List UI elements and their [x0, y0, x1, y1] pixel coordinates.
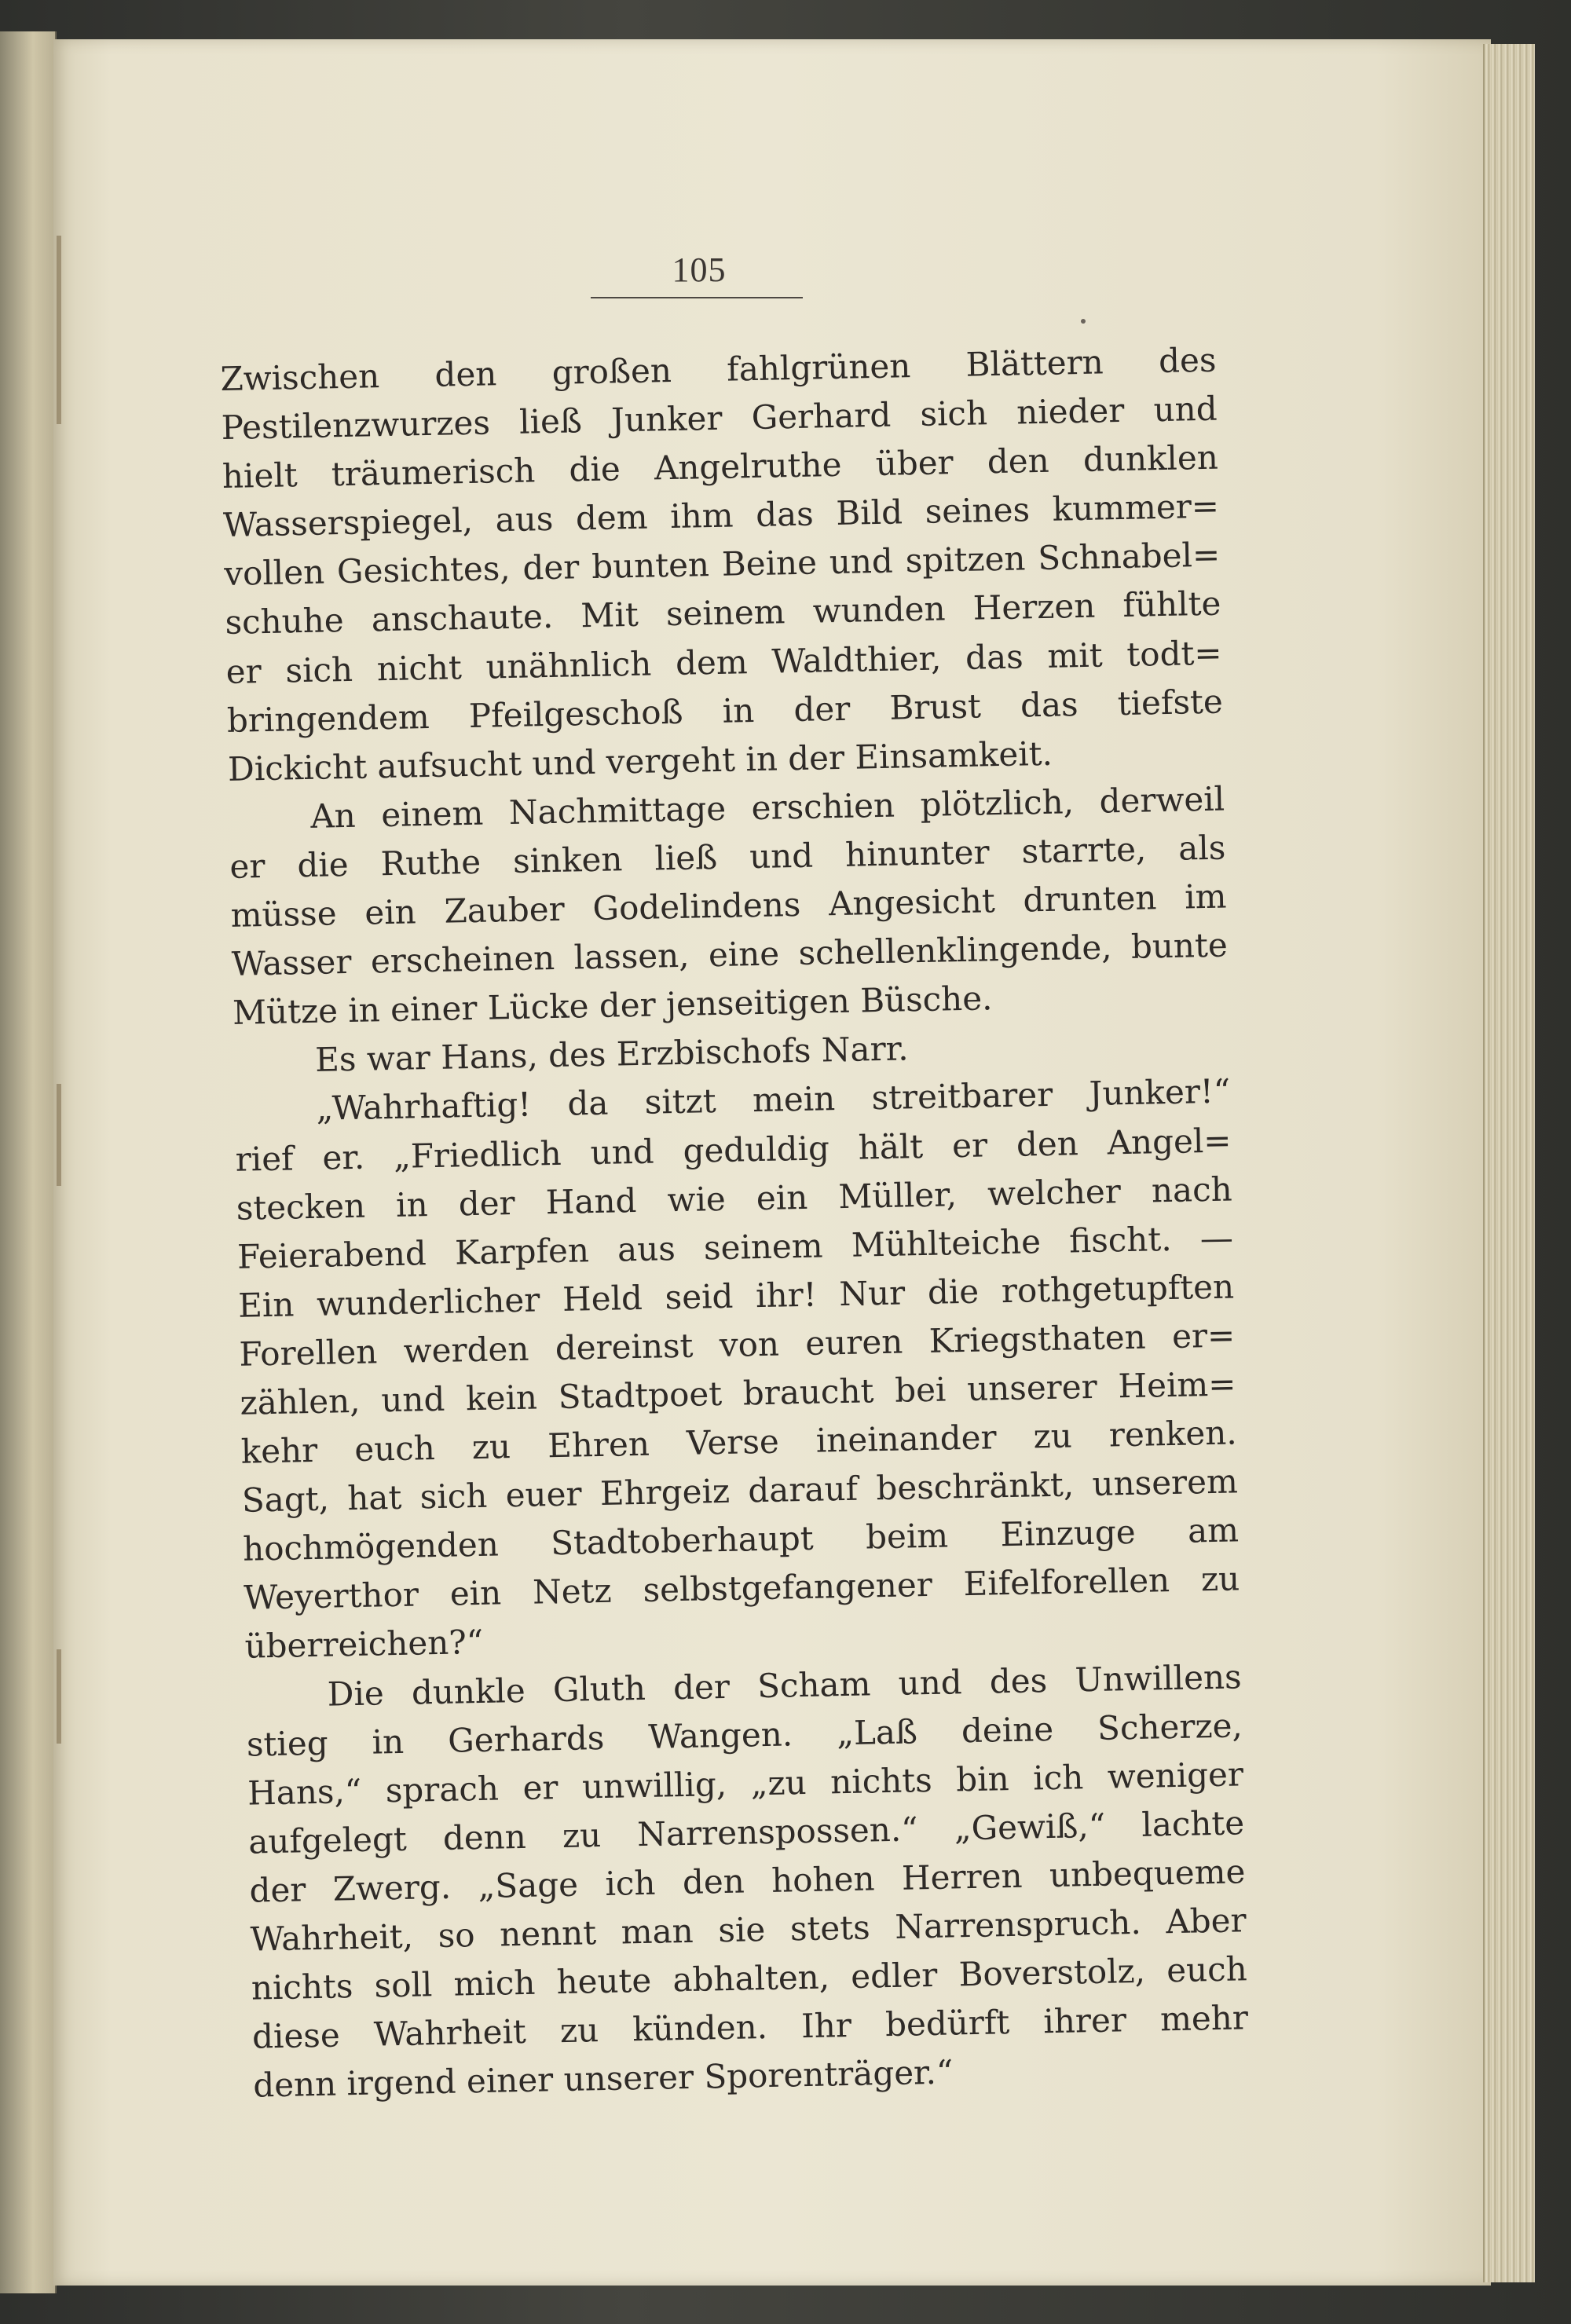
text-line: denn irgend einer unserer Sporenträger.“	[252, 2052, 954, 2105]
text-line: Feierabend Karpfen aus seinem Mühlteiche fischt. —	[236, 1218, 1234, 1276]
text-line: stieg in Gerhards Wangen. „Laß deine Scherze,	[246, 1705, 1243, 1764]
text-line: hochmögenden Stadtoberhaupt beim Einzuge am	[242, 1510, 1240, 1568]
text-line: Wasser erscheinen lassen, eine schellenklingende, bunte	[231, 925, 1229, 983]
binding-mark	[57, 236, 61, 424]
text-line: Forellen werden dereinst von euren Kriegsthaten er=	[238, 1316, 1236, 1374]
text-line: Wasserspiegel, aus dem ihm das Bild seines kummer=	[222, 486, 1220, 545]
text-line: Hans,“ sprach er unwillig, „zu nichts bin ich weniger	[247, 1755, 1244, 1813]
text-line: müsse ein Zauber Godelindens Angesicht drunten im	[230, 877, 1227, 935]
text-line: hielt träumerisch die Angelruthe über den dunklen	[222, 437, 1219, 496]
text-line: „Wahrhaftig! da sitzt mein streitbarer Junker!“	[315, 1071, 1231, 1129]
text-line: er die Ruthe sinken ließ und hinunter starrte, als	[229, 828, 1226, 886]
text-line: Die dunkle Gluth der Scham und des Unwillens	[327, 1656, 1243, 1714]
text-line: aufgelegt denn zu Narrenspossen.“ „Gewiß,“ lachte	[247, 1803, 1245, 1861]
text-line: An einem Nachmittage erschien plötzlich, derweil	[309, 779, 1225, 836]
text-line: Ein wunderlicher Held seid ihr! Nur die rothgetupften	[237, 1267, 1235, 1325]
text-line: Es war Hans, des Erzbischofs Narr.	[314, 1029, 909, 1080]
previous-page-edge	[0, 31, 57, 2293]
text-line: diese Wahrheit zu künden. Ihr bedürft ihrer mehr	[251, 1998, 1249, 2056]
text-line: Mütze in einer Lücke der jenseitigen Büsche.	[232, 979, 993, 1033]
text-line: Sagt, hat sich euer Ehrgeiz darauf beschränkt, unserem	[241, 1462, 1239, 1520]
text-line: Weyerthor ein Netz selbstgefangener Eifelforellen zu	[243, 1559, 1240, 1618]
binding-mark	[57, 1649, 61, 1744]
text-line: stecken in der Hand wie ein Müller, welcher nach	[236, 1169, 1233, 1228]
text-line: bringendem Pfeilgeschoß in der Brust das tiefste	[226, 682, 1224, 740]
text-line: Dickicht aufsucht und vergeht in der Einsamkeit.	[227, 734, 1053, 789]
text-line: vollen Gesichtes, der bunten Beine und spitzen Schnabel=	[223, 535, 1221, 594]
text-line: Zwischen den großen fahlgrünen Blättern des	[220, 340, 1217, 398]
binding-mark	[57, 1084, 61, 1186]
print-speck	[1081, 319, 1086, 324]
text-line: kehr euch zu Ehren Verse ineinander zu renken.	[240, 1413, 1238, 1471]
text-line: Wahrheit, so nennt man sie stets Narrenspruch. Aber	[250, 1901, 1247, 1959]
text-line: nichts soll mich heute abhalten, edler Boverstolz, euch	[251, 1949, 1248, 2007]
body-text	[220, 336, 1250, 2110]
page-number: 105	[672, 251, 727, 289]
page-stack-edges	[1483, 44, 1535, 2282]
text-line: zählen, und kein Stadtpoet braucht bei unserer Heim=	[240, 1364, 1236, 1422]
header-rule	[591, 297, 803, 298]
text-line: der Zwerg. „Sage ich den hohen Herren unbequeme	[249, 1852, 1246, 1910]
text-line: er sich nicht unähnlich dem Waldthier, das mit todt=	[225, 633, 1222, 691]
text-line: überreichen?“	[244, 1623, 484, 1667]
text-line: Pestilenzwurzes ließ Junker Gerhard sich nieder und	[221, 389, 1218, 448]
text-line: schuhe anschaute. Mit seinem wunden Herzen fühlte	[225, 584, 1221, 642]
text-line: rief er. „Friedlich und geduldig hält er den Angel=	[235, 1120, 1232, 1179]
